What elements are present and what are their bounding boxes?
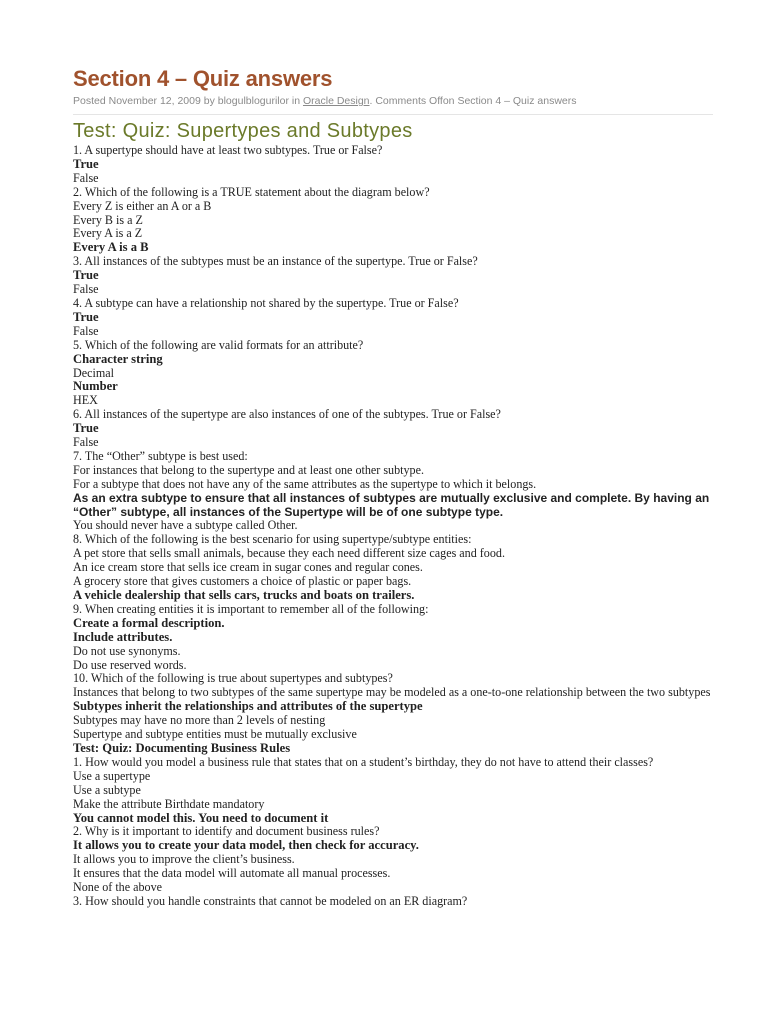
quiz-line: 6. All instances of the supertype are also instances of one of the subtypes. True or False?: [73, 407, 501, 422]
quiz-line: True: [73, 268, 99, 283]
quiz-line: Test: Quiz: Documenting Business Rules: [73, 740, 291, 755]
quiz-line: For instances that belong to the supertype and at least one other subtype.: [73, 462, 424, 477]
meta-prefix: Posted November 12, 2009 by blogulblogurilor in: [73, 95, 303, 107]
quiz-line: Use a subtype: [73, 782, 141, 797]
quiz-line: False: [73, 170, 99, 185]
quiz-line: Number: [73, 379, 118, 394]
quiz-line: It allows you to improve the client’s business.: [73, 852, 295, 867]
quiz-line: Every A is a Z: [73, 226, 143, 241]
quiz-line: Supertype and subtype entities must be mutually exclusive: [73, 727, 357, 742]
quiz-line: 9. When creating entities it is important to remember all of the following:: [73, 601, 429, 616]
quiz-line: Every Z is either an A or a B: [73, 198, 212, 213]
quiz-line: False: [73, 435, 99, 450]
quiz-line: A pet store that sells small animals, because they each need different size cages and food.: [73, 546, 505, 561]
post-meta: [73, 94, 713, 115]
quiz-line: A vehicle dealership that sells cars, trucks and boats on trailers.: [73, 588, 415, 602]
quiz-line: Instances that belong to two subtypes of the same supertype may be modeled as a one-to-one relationship between the two subtypes: [73, 685, 711, 700]
quiz-line: False: [73, 323, 99, 338]
quiz-line: As an extra subtype to ensure that all instances of subtypes are mutually exclusive and complete. By having an “Other” subtype, all instances of the Supertype will be of one subtype type.: [73, 490, 710, 519]
quiz-line: Create a formal description.: [73, 615, 225, 630]
quiz-line: Subtypes may have no more than 2 levels of nesting: [73, 713, 326, 728]
quiz-line: For a subtype that does not have any of the same attributes as the supertype to which it belongs.: [73, 476, 537, 491]
quiz-line: False: [73, 282, 99, 297]
quiz-line: Include attributes.: [73, 629, 173, 644]
quiz-line: Use a supertype: [73, 768, 151, 783]
quiz-line: True: [73, 156, 99, 171]
quiz-line: It ensures that the data model will automate all manual processes.: [73, 866, 391, 881]
post-title[interactable]: Section 4 – Quiz answers: [73, 66, 333, 91]
quiz-line: Every A is a B: [73, 240, 149, 255]
quiz-line: You should never have a subtype called Other.: [73, 518, 298, 533]
quiz-line: A grocery store that gives customers a choice of plastic or paper bags.: [73, 574, 412, 589]
quiz-line: 4. A subtype can have a relationship not shared by the supertype. True or False?: [73, 295, 459, 310]
quiz-line: 5. Which of the following are valid formats for an attribute?: [73, 337, 364, 352]
quiz-line: Every B is a Z: [73, 212, 143, 227]
quiz-line: An ice cream store that sells ice cream in sugar cones and regular cones.: [73, 560, 423, 575]
quiz-line: 3. All instances of the subtypes must be an instance of the supertype. True or False?: [73, 254, 478, 269]
quiz-line: It allows you to create your data model, then check for accuracy.: [73, 838, 419, 853]
quiz-line: You cannot model this. You need to document it: [73, 810, 329, 825]
quiz-line: 2. Why is it important to identify and document business rules?: [73, 824, 380, 839]
quiz-line: 2. Which of the following is a TRUE statement about the diagram below?: [73, 184, 430, 199]
quiz-line: Make the attribute Birthdate mandatory: [73, 796, 265, 811]
quiz-line: 1. How would you model a business rule that states that on a student’s birthday, they do not have to attend their classes?: [73, 754, 654, 769]
quiz-line: True: [73, 421, 99, 436]
quiz-line: Subtypes inherit the relationships and attributes of the supertype: [73, 699, 423, 714]
category-link[interactable]: Oracle Design: [302, 95, 370, 107]
quiz-line: 1. A supertype should have at least two subtypes. True or False?: [73, 143, 383, 157]
quiz-line: Character string: [73, 351, 163, 366]
quiz-line: 3. How should you handle constraints that cannot be modeled on an ER diagram?: [73, 893, 468, 908]
quiz-line: Decimal: [73, 365, 114, 380]
quiz-line: True: [73, 309, 99, 324]
quiz-line: 10. Which of the following is true about supertypes and subtypes?: [73, 671, 393, 686]
quiz-line: 7. The “Other” subtype is best used:: [73, 448, 248, 463]
meta-suffix: . Comments Offon Section 4 – Quiz answers: [369, 95, 577, 107]
quiz-line: Do use reserved words.: [73, 657, 187, 672]
quiz-line: 8. Which of the following is the best scenario for using supertype/subtype entities:: [73, 532, 472, 547]
quiz-content: [73, 144, 713, 909]
test-heading: Test: Quiz: Supertypes and Subtypes: [73, 120, 413, 142]
quiz-line: None of the above: [73, 880, 162, 895]
post: [73, 64, 713, 909]
quiz-line: HEX: [73, 393, 98, 408]
quiz-line: Do not use synonyms.: [73, 643, 181, 658]
